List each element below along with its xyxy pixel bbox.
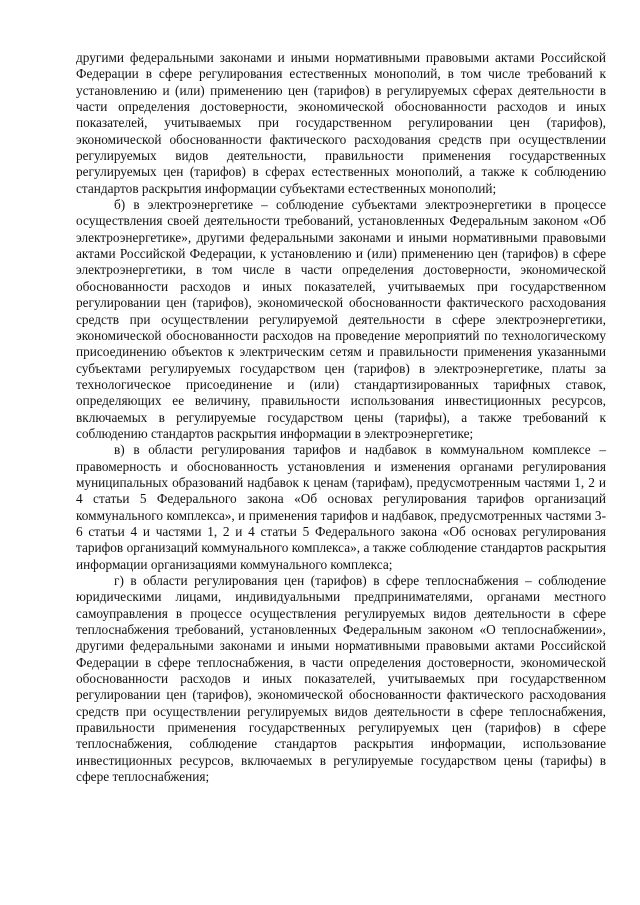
paragraph-item-b: б) в электроэнергетике – соблюдение субъектами электроэнергетики в процессе осуществления своей деятельности требований, установленных Федеральным законом «Об электроэнергетике», другими федеральными законами и иными нормативными правовыми актами Российской Федерации, к установлению и (или) применению цен (тарифов) в сфере электроэнергетики, в том числе в части определения достоверности, экономической обоснованности расходов и иных показателей, учитываемых при государственном регулировании цен (тарифов), экономической обоснованности фактического расходования средств при осуществлении регулируемой деятельности в сфере электроэнергетики, экономической обоснованности расходов на проведение мероприятий по технологическому присоединению объектов к электрическим сетям и правильности применения указанными субъектами регулируемых государством цен (тарифов) в электроэнергетике, платы за технологическое присоединение и (или) стандартизированных тарифных ставок, определяющих ее величину, правильности использования инвестиционных ресурсов, включаемых в регулируемые государством цены (тарифы), а также требований к соблюдению стандартов раскрытия информации в электроэнергетике; <box>76 197 606 441</box>
document-body <box>76 50 606 785</box>
paragraph-item-g: г) в области регулирования цен (тарифов) в сфере теплоснабжения – соблюдение юридическими лицами, индивидуальными предпринимателями, органами местного самоуправления в процессе осуществления регулируемых видов деятельности в сфере теплоснабжения требований, установленных Федеральным законом «О теплоснабжении», другими федеральными законами и иными нормативными правовыми актами Российской Федерации в сфере теплоснабжения, в части определения достоверности, экономической обоснованности расходов и иных показателей, учитываемых при государственном регулировании цен (тарифов), экономической обоснованности фактического расходования средств при осуществлении регулируемых видов деятельности в сфере теплоснабжения, правильности применения государственных регулируемых цен (тарифов) в сфере теплоснабжения, соблюдение стандартов раскрытия информации, использование инвестиционных ресурсов, включаемых в регулируемые государством цены (тарифы) в сфере теплоснабжения; <box>76 573 606 785</box>
paragraph-continuation: другими федеральными законами и иными нормативными правовыми актами Российской Федерации в сфере регулирования естественных монополий, в том числе требований к установлению и (или) применению цен (тарифов) в регулируемых сферах деятельности в части определения достоверности, экономической обоснованности расходов и иных показателей, учитываемых при государственном регулировании цен (тарифов), экономической обоснованности фактического расходования средств при осуществлении регулируемых видов деятельности, правильности применения государственных регулируемых цен (тарифов) в сферах естественных монополий, а также к соблюдению стандартов раскрытия информации субъектами естественных монополий; <box>76 50 606 196</box>
paragraph-item-v: в) в области регулирования тарифов и надбавок в коммунальном комплексе – правомерность и обоснованность установления и изменения органами регулирования муниципальных образований надбавок к ценам (тарифам), предусмотренным частями 1, 2 и 4 статьи 5 Федерального закона «Об основах регулирования тарифов организаций коммунального комплекса», и применения тарифов и надбавок, предусмотренных частями 3-6 статьи 4 и частями 1, 2 и 4 статьи 5 Федерального закона «Об основах регулирования тарифов организаций коммунального комплекса», а также соблюдение стандартов раскрытия информации организациями коммунального комплекса; <box>76 442 606 572</box>
